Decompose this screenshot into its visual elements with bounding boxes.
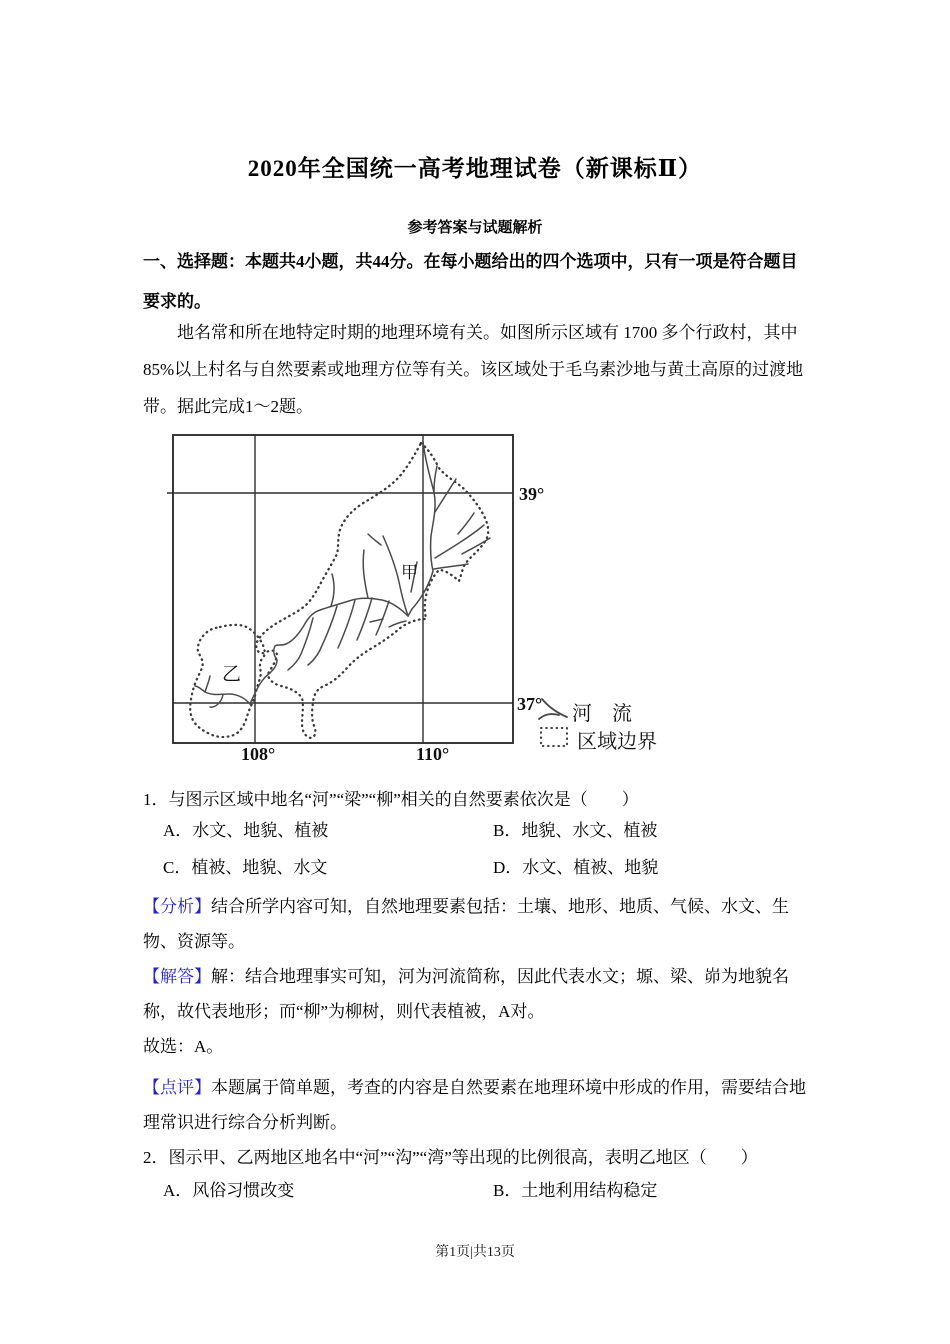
lon-110-label: 110° (416, 744, 450, 764)
answer-text: 解：结合地理事实可知，河为河流简称，因此代表水文；塬、梁、峁为地貌名称，故代表地形；而“柳”为柳树，则代表植被，A对。 (143, 967, 789, 1021)
q1-option-d: D．水文、植被、地貌 (493, 858, 659, 877)
comment-label: 【点评】 (143, 1078, 211, 1097)
question-1-stem: 1．与图示区域中地名“河”“梁”“柳”相关的自然要素依次是（ ） (143, 790, 639, 809)
answer-label: 【解答】 (143, 967, 211, 986)
map-figure (165, 428, 670, 768)
comment-text: 本题属于简单题，考查的内容是自然要素在地理环境中形成的作用，需要结合地理常识进行综合分析判断。 (143, 1078, 806, 1132)
region-jia-label: 甲 (401, 563, 418, 582)
map-legend (539, 699, 657, 753)
q2-option-b: B．土地利用结构稳定 (493, 1181, 658, 1200)
section-heading: 一、选择题：本题共4小题，共44分。在每小题给出的四个选项中，只有一项是符合题目要求的。 (143, 252, 798, 311)
map-graticule (167, 435, 513, 743)
intro-paragraph: 地名常和所在地特定时期的地理环境有关。如图所示区域有 1700 多个行政村，其中85%以上村名与自然要素或地理方位等有关。该区域处于毛乌素沙地与黄土高原的过渡地带。据此完成1～2题。 (143, 323, 804, 416)
q2-option-a: A．风俗习惯改变 (163, 1181, 295, 1200)
region-boundary-jia (256, 443, 488, 738)
map-border (173, 435, 513, 743)
legend-boundary-label: 区域边界 (577, 731, 657, 753)
q1-conclusion: 故选：A。 (143, 1037, 224, 1056)
lon-108-label: 108° (241, 744, 276, 764)
q1-option-c: C．植被、地貌、水文 (163, 858, 328, 877)
q1-answer-paragraph (143, 959, 809, 1029)
map-svg (165, 428, 670, 768)
q1-analysis-paragraph (143, 889, 809, 959)
page-footer: 第1页|共13页 (435, 1245, 515, 1260)
region-boundaries (190, 443, 488, 738)
question-1-options (163, 812, 823, 886)
region-yi-label: 乙 (222, 664, 242, 685)
lat-39-label: 39° (519, 484, 545, 504)
legend-river-symbol (539, 699, 567, 719)
legend-boundary-symbol (541, 728, 567, 746)
legend-river-label: 河 流 (572, 703, 632, 725)
page-subtitle: 参考答案与试题解析 (407, 220, 543, 236)
q1-option-a: A．水文、地貌、植被 (163, 821, 329, 840)
lat-37-label: 37° (517, 694, 543, 714)
question-2-options (163, 1172, 823, 1209)
analysis-text: 结合所学内容可知，自然地理要素包括：土壤、地形、地质、气候、水文、生物、资源等。 (143, 897, 789, 951)
page-title: 2020年全国统一高考地理试卷（新课标Ⅱ） (247, 156, 703, 181)
q1-comment-paragraph (143, 1070, 809, 1140)
analysis-label: 【分析】 (143, 897, 211, 916)
q1-option-b: B．地貌、水文、植被 (493, 821, 658, 840)
question-2-stem: 2．图示甲、乙两地区地名中“河”“沟”“湾”等出现的比例很高，表明乙地区（ ） (143, 1148, 758, 1167)
